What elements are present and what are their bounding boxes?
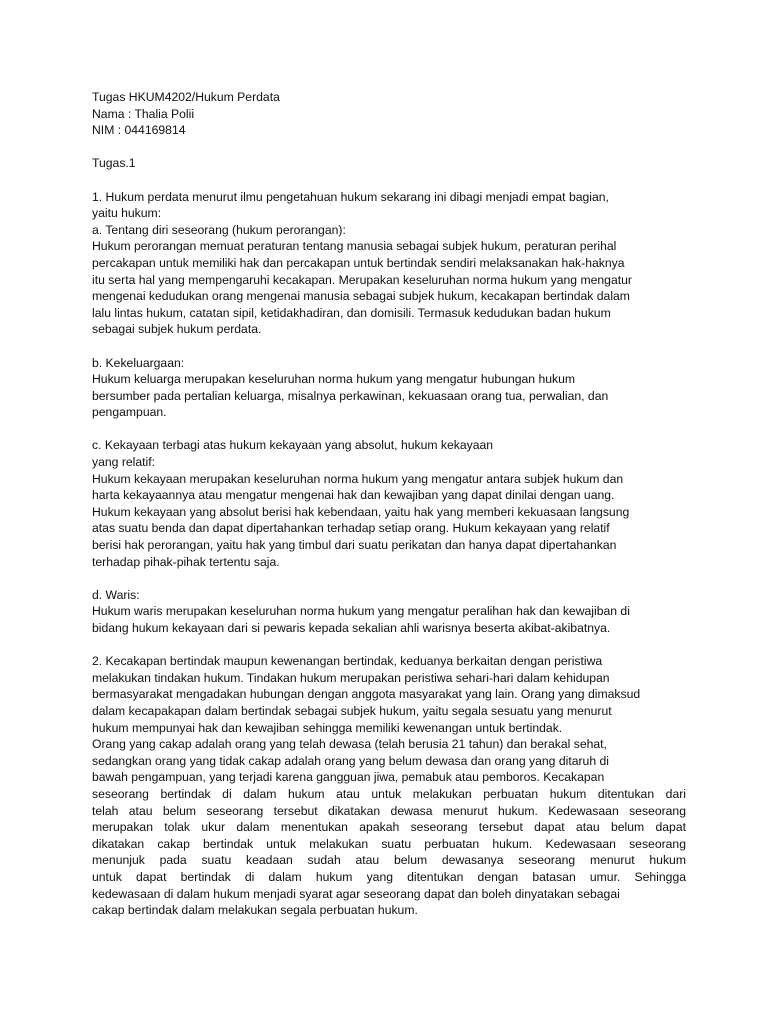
subsection-d-heading: d. Waris: (92, 587, 140, 602)
subsection-c-body-line: terhadap pihak-pihak tertentu saja. (92, 554, 280, 569)
subsection-a-body-line: percakapan untuk memiliki hak dan percakapan untuk bertindak sendiri melaksanakan hak-haknya (92, 255, 625, 270)
subsection-c-body-line: atas suatu benda dan dapat dipertahankan terhadap setiap orang. Hukum kekayaan yang relatif (92, 521, 610, 536)
section-1-intro-line: yaitu hukum: (92, 206, 162, 221)
subsection-a-heading: a. Tentang diri seseorang (hukum perorangan): (92, 222, 346, 237)
subsection-c-body-line: harta kekayaannya atau mengatur mengenai hak dan kewajiban yang dapat dinilai dengan uang. (92, 488, 615, 503)
section-2-justified-line: seseorang bertindak di dalam hukum atau untuk melakukan perbuatan hukum ditentukan dari (92, 786, 686, 801)
subsection-b-body-line: pengampuan. (92, 405, 167, 420)
subsection-a-body-line: mengenai kedudukan orang mengenai manusia sebagai subjek hukum, kecakapan bertindak dalam (92, 289, 630, 304)
section-2-line: dalam kecapakapan dalam bertindak sebagai subjek hukum, yaitu segala sesuatu yang menurut (92, 703, 612, 718)
section-2-justified-line: dikatakan cakap bertindak untuk melakukan suatu perbuatan hukum. Kedewasaan seseorang (92, 836, 686, 851)
section-2-line: kedewasaan di dalam hukum menjadi syarat agar seseorang dapat dan boleh dinyatakan sebagai (92, 886, 620, 901)
section-2-line: cakap bertindak dalam melakukan segala perbuatan hukum. (92, 903, 418, 918)
section-2-line: sedangkan orang yang tidak cakap adalah orang yang belum dewasa dan orang yang ditaruh di (92, 753, 609, 768)
section-2-justified-line: telah atau belum seseorang tersebut dikatakan dewasa menurut hukum. Kedewasaan seseorang (92, 803, 686, 818)
course-line: Tugas HKUM4202/Hukum Perdata (92, 90, 280, 104)
subsection-d-body-line: bidang hukum kekayaan dari si pewaris kepada sekalian ahli warisnya beserta akibat-akibatnya. (92, 621, 611, 635)
spacer (92, 172, 686, 189)
section-2-line: bermasyarakat mengadakan hubungan dengan anggota masyarakat yang lain. Orang yang dimaksud (92, 687, 641, 702)
section-2-line: bawah pengampuan, yang terjadi karena gangguan jiwa, pemabuk atau pemboros. Kecakapan (92, 770, 605, 785)
spacer (92, 139, 686, 156)
section-2-line: Orang yang cakap adalah orang yang telah dewasa (telah berusia 21 tahun) dan berakal sehat, (92, 737, 607, 752)
subsection-b-heading: b. Kekeluargaan: (92, 355, 185, 370)
spacer (92, 421, 686, 438)
section-1-intro-line: 1. Hukum perdata menurut ilmu pengetahuan hukum sekarang ini dibagi menjadi empat bagian, (92, 189, 609, 204)
section-2-line: 2. Kecakapan bertindak maupun kewenangan bertindak, keduanya berkaitan dengan peristiwa (92, 654, 603, 669)
spacer (92, 570, 686, 587)
subsection-b-body-line: Hukum keluarga merupakan keseluruhan norma hukum yang mengatur hubungan hukum (92, 372, 576, 387)
document-body (92, 89, 686, 919)
subsection-c-body-line: berisi hak perorangan, yaitu hak yang timbul dari suatu perikatan dan hanya dapat dipertahankan (92, 538, 617, 553)
subsection-c-body-line: Hukum kekayaan merupakan keseluruhan norma hukum yang mengatur antara subjek hukum dan (92, 471, 624, 486)
subsection-c-body-line: Hukum kekayaan yang absolut berisi hak kebendaan, yaitu hak yang memberi kekuasaan langsung (92, 504, 630, 519)
assignment-title: Tugas.1 (92, 156, 136, 171)
subsection-c-heading: c. Kekayaan terbagi atas hukum kekayaan yang absolut, hukum kekayaan (92, 438, 494, 453)
subsection-a-body-line: Hukum perorangan memuat peraturan tentang manusia sebagai subjek hukum, peraturan perihal (92, 239, 617, 254)
subsection-a-body-line: lalu lintas hukum, catatan sipil, ketidakhadiran, dan domisili. Termasuk kedudukan badan hukum (92, 305, 611, 320)
section-2-line: hukum mempunyai hak dan kewajiban sehingga memiliki kewenangan untuk bertindak. (92, 720, 563, 735)
spacer (92, 338, 686, 355)
subsection-a-body-line: sebagai subjek hukum perdata. (92, 322, 262, 337)
section-2-line: melakukan tindakan hukum. Tindakan hukum merupakan peristiwa sehari-hari dalam kehidupan (92, 670, 610, 685)
subsection-b-body-line: bersumber pada pertalian keluarga, misalnya perkawinan, kekuasaan orang tua, perwalian, dan (92, 388, 609, 403)
student-nim-line: NIM : 044169814 (92, 123, 186, 138)
section-2-justified-line: menunjuk pada suatu keadaan sudah atau belum dewasanya seseorang menurut hukum (92, 853, 686, 868)
spacer (92, 637, 686, 654)
student-name-line: Nama : Thalia Polii (92, 106, 195, 121)
section-2-justified-line: untuk dapat bertindak di dalam hukum yang ditentukan dengan batasan umur. Sehingga (92, 869, 686, 884)
subsection-d-body-line: Hukum waris merupakan keseluruhan norma hukum yang mengatur peralihan hak dan kewajiban di (92, 604, 630, 619)
section-2-justified-line: merupakan tolak ukur dalam menentukan apakah seseorang tersebut dapat atau belum dapat (92, 820, 686, 835)
subsection-a-body-line: itu serta hal yang mempengaruhi kecakapan. Merupakan keseluruhan norma hukum yang mengatur (92, 272, 632, 287)
subsection-c-heading: yang relatif: (92, 455, 156, 470)
